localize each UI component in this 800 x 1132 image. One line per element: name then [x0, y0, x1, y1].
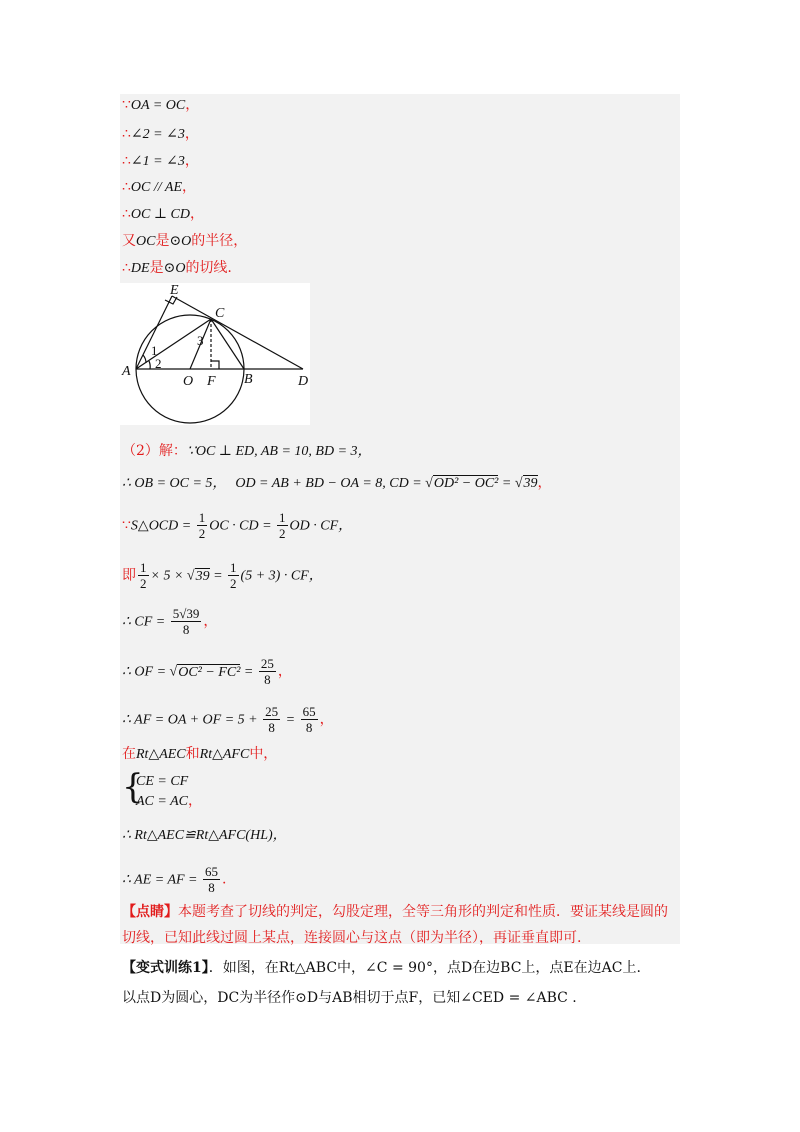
right-angle-f	[211, 361, 219, 369]
part2-af: ∴ AF = OA + OF = 5 + $\frac{25}{8}$ = $\frac{65}{8}$ ，	[122, 704, 334, 735]
label-angle-3: 3	[197, 333, 204, 348]
tangent-line: ∴DE是⊙O的切线.	[122, 260, 232, 276]
step-line: ∵OA = OC，	[122, 97, 200, 113]
geometry-figure	[120, 283, 310, 425]
angle-1-arc	[143, 355, 146, 363]
part2-cf: ∴ CF = $\frac{5√39}{8}$ ，	[122, 606, 218, 637]
geometry-diagram	[120, 283, 310, 425]
tip-heading: 【点睛】	[122, 904, 178, 920]
system-eq-2: AC = AC，	[136, 793, 202, 809]
label-angle-2: 2	[155, 356, 162, 371]
angle-2-arc	[149, 361, 150, 369]
label-b: B	[244, 372, 253, 387]
label-e: E	[170, 283, 179, 298]
step-line: ∴∠1 = ∠3，	[122, 153, 199, 169]
exercise-heading: 【变式训练1】	[122, 960, 209, 976]
exercise-line-1: ．如图，在Rt△ABC中，∠C = 90°，点D在边BC上，点E在边AC上.	[208, 960, 641, 976]
part2-ob-od: ∴ OB = OC = 5， OD = AB + BD − OA = 8, CD = √OD² − OC² = √39，	[122, 475, 552, 491]
part2-area: ∵S△OCD = $\frac{1}{2}$ OC · CD = $\frac{1}{2}$ OD · CF，	[122, 510, 353, 541]
exercise-paragraph	[122, 953, 682, 1013]
step-line: ∴OC // AE，	[122, 179, 196, 195]
radius-line: 又OC是⊙O的半径，	[122, 233, 248, 249]
label-a: A	[122, 364, 131, 379]
label-f: F	[207, 374, 216, 389]
tip-paragraph	[122, 899, 682, 951]
part2-ae: ∴ AE = AF = $\frac{65}{8}$ .	[122, 864, 227, 895]
system-eq-1: CE = CF	[136, 774, 189, 789]
tip-body-1: 本题考查了切线的判定，勾股定理，全等三角形的判定和性质．要证某线是圆的	[178, 904, 668, 920]
label-d: D	[298, 374, 309, 389]
step-line: ∴∠2 = ∠3，	[122, 126, 199, 142]
tip-body-2: 切线，已知此线过圆上某点，连接圆心与这点（即为半径），再证垂直即可.	[122, 930, 582, 946]
part2-triangles: 在Rt△AEC和Rt△AFC中，	[122, 746, 278, 762]
label-angle-1: 1	[151, 343, 158, 358]
line-ae	[136, 296, 172, 369]
part2-congruent: ∴ Rt△AEC≌Rt△AFC(HL)，	[122, 828, 287, 843]
part2-of: ∴ OF = √OC² − FC² = $\frac{25}{8}$ ，	[122, 656, 292, 687]
exercise-line-2: 以点D为圆心，DC为半径作⊙D与AB相切于点F，已知∠CED = ∠ABC .	[122, 990, 577, 1006]
part2-given: （2）解：∵OC ⊥ ED, AB = 10, BD = 3，	[122, 443, 372, 459]
step-line: ∴OC ⊥ CD，	[122, 206, 204, 222]
part2-ji: 即 $\frac{1}{2}$ × 5 × √39 = $\frac{1}{2}$ (5 + 3) · CF，	[122, 560, 323, 591]
label-o: O	[183, 374, 194, 389]
label-c: C	[215, 306, 225, 321]
system-brace: {	[122, 767, 144, 807]
